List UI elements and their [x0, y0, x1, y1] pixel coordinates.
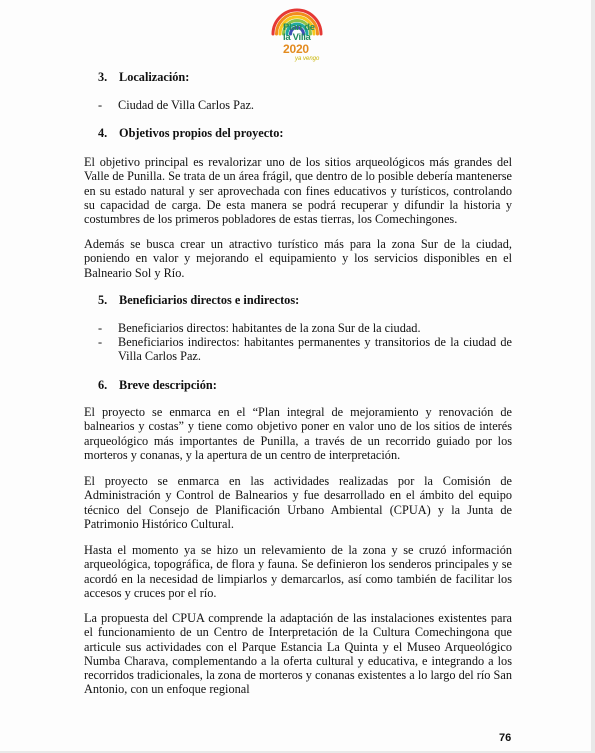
- logo-year: 2020: [283, 42, 309, 56]
- paragraph: El proyecto se enmarca en el “Plan integral de mejoramiento y renovación de balnearios y costas” y tiene como objetivo poner en valor uno de los sitios de interés arqueológico más importantes de Punilla, a través de un recorrido guiado por los morteros y conanas, y la apertura de un centro de interpretación.: [84, 405, 512, 462]
- bullet-dash: -: [98, 98, 103, 112]
- paragraph: El objetivo principal es revalorizar uno de los sitios arqueológicos más grandes del Valle de Punilla. Se trata de un área frágil, que dentro de lo posible debería mantenerse en su estado natural y ser aprovechada con fines educativos y turísticos, controlando su capacidad de carga. De esta manera se podrá recuperar y difundir la historia y costumbres de los primeros pobladores de estas tierras, los Comechingones.: [84, 155, 512, 227]
- section-heading-descripcion: [98, 378, 217, 392]
- logo-text: [283, 23, 327, 63]
- bullet-text: Beneficiarios indirectos: habitantes permanentes y transitorios de la ciudad de Villa Carlos Paz.: [118, 335, 512, 364]
- bullet-text: Beneficiarios directos: habitantes de la zona Sur de la ciudad.: [118, 321, 421, 335]
- bullet-text: Ciudad de Villa Carlos Paz.: [118, 98, 254, 112]
- paragraph: El proyecto se enmarca en las actividades realizadas por la Comisión de Administración y Control de Balnearios y fue desarrollado en el ámbito del equipo técnico del Consejo de Planificación Urbano Ambiental (CPUA) y la Junta de Patrimonio Histórico Cultural.: [84, 474, 512, 531]
- section-number: 4.: [98, 126, 108, 140]
- section-number: 6.: [98, 378, 108, 392]
- section-number: 3.: [98, 70, 108, 84]
- section-heading-objetivos: [98, 126, 284, 140]
- section-heading-beneficiarios: [98, 293, 299, 307]
- logo-line-2: la Villa: [283, 32, 311, 43]
- logo-tagline: ya vengo: [295, 56, 320, 62]
- section-title: Breve descripción:: [119, 378, 217, 392]
- bullet-item: [98, 321, 512, 335]
- plan-de-la-villa-logo: [265, 4, 329, 66]
- section-heading-localizacion: [98, 70, 189, 84]
- paragraph: Además se busca crear un atractivo turístico más para la zona Sur de la ciudad, poniendo en valor y mejorando el equipamiento y los servicios disponibles en el Balneario Sol y Río.: [84, 237, 512, 280]
- bullet-dash: -: [98, 321, 103, 335]
- paragraph: Hasta el momento ya se hizo un relevamiento de la zona y se cruzó información arqueológica, topográfica, de flora y fauna. Se definieron los senderos principales y se acordó en la necesidad de limpiarlos y demarcarlos, así como también de facilitar los accesos y cruces por el río.: [84, 543, 512, 600]
- logo-line-1: Plan de: [283, 22, 315, 33]
- section-number: 5.: [98, 293, 108, 307]
- bullet-item: [98, 335, 512, 364]
- bullet-item: [98, 98, 512, 112]
- section-title: Beneficiarios directos e indirectos:: [119, 293, 300, 307]
- page-number: 76: [499, 732, 512, 744]
- bullet-dash: -: [98, 335, 103, 349]
- page-edge-shadow: [591, 0, 595, 753]
- paragraph: La propuesta del CPUA comprende la adaptación de las instalaciones existentes para el funcionamiento de un Centro de Interpretación de la Cultura Comechingona que articule sus actividades con el Parque Estancia La Quinta y el Museo Arqueológico Numba Charava, complementando a la oferta cultural y educativa, e integrando a los recorridos tradicionales, la zona de morteros y conanas existentes a lo largo del río San Antonio, con un enfoque regional: [84, 611, 512, 697]
- section-title: Objetivos propios del proyecto:: [119, 126, 284, 140]
- section-title: Localización:: [119, 70, 190, 84]
